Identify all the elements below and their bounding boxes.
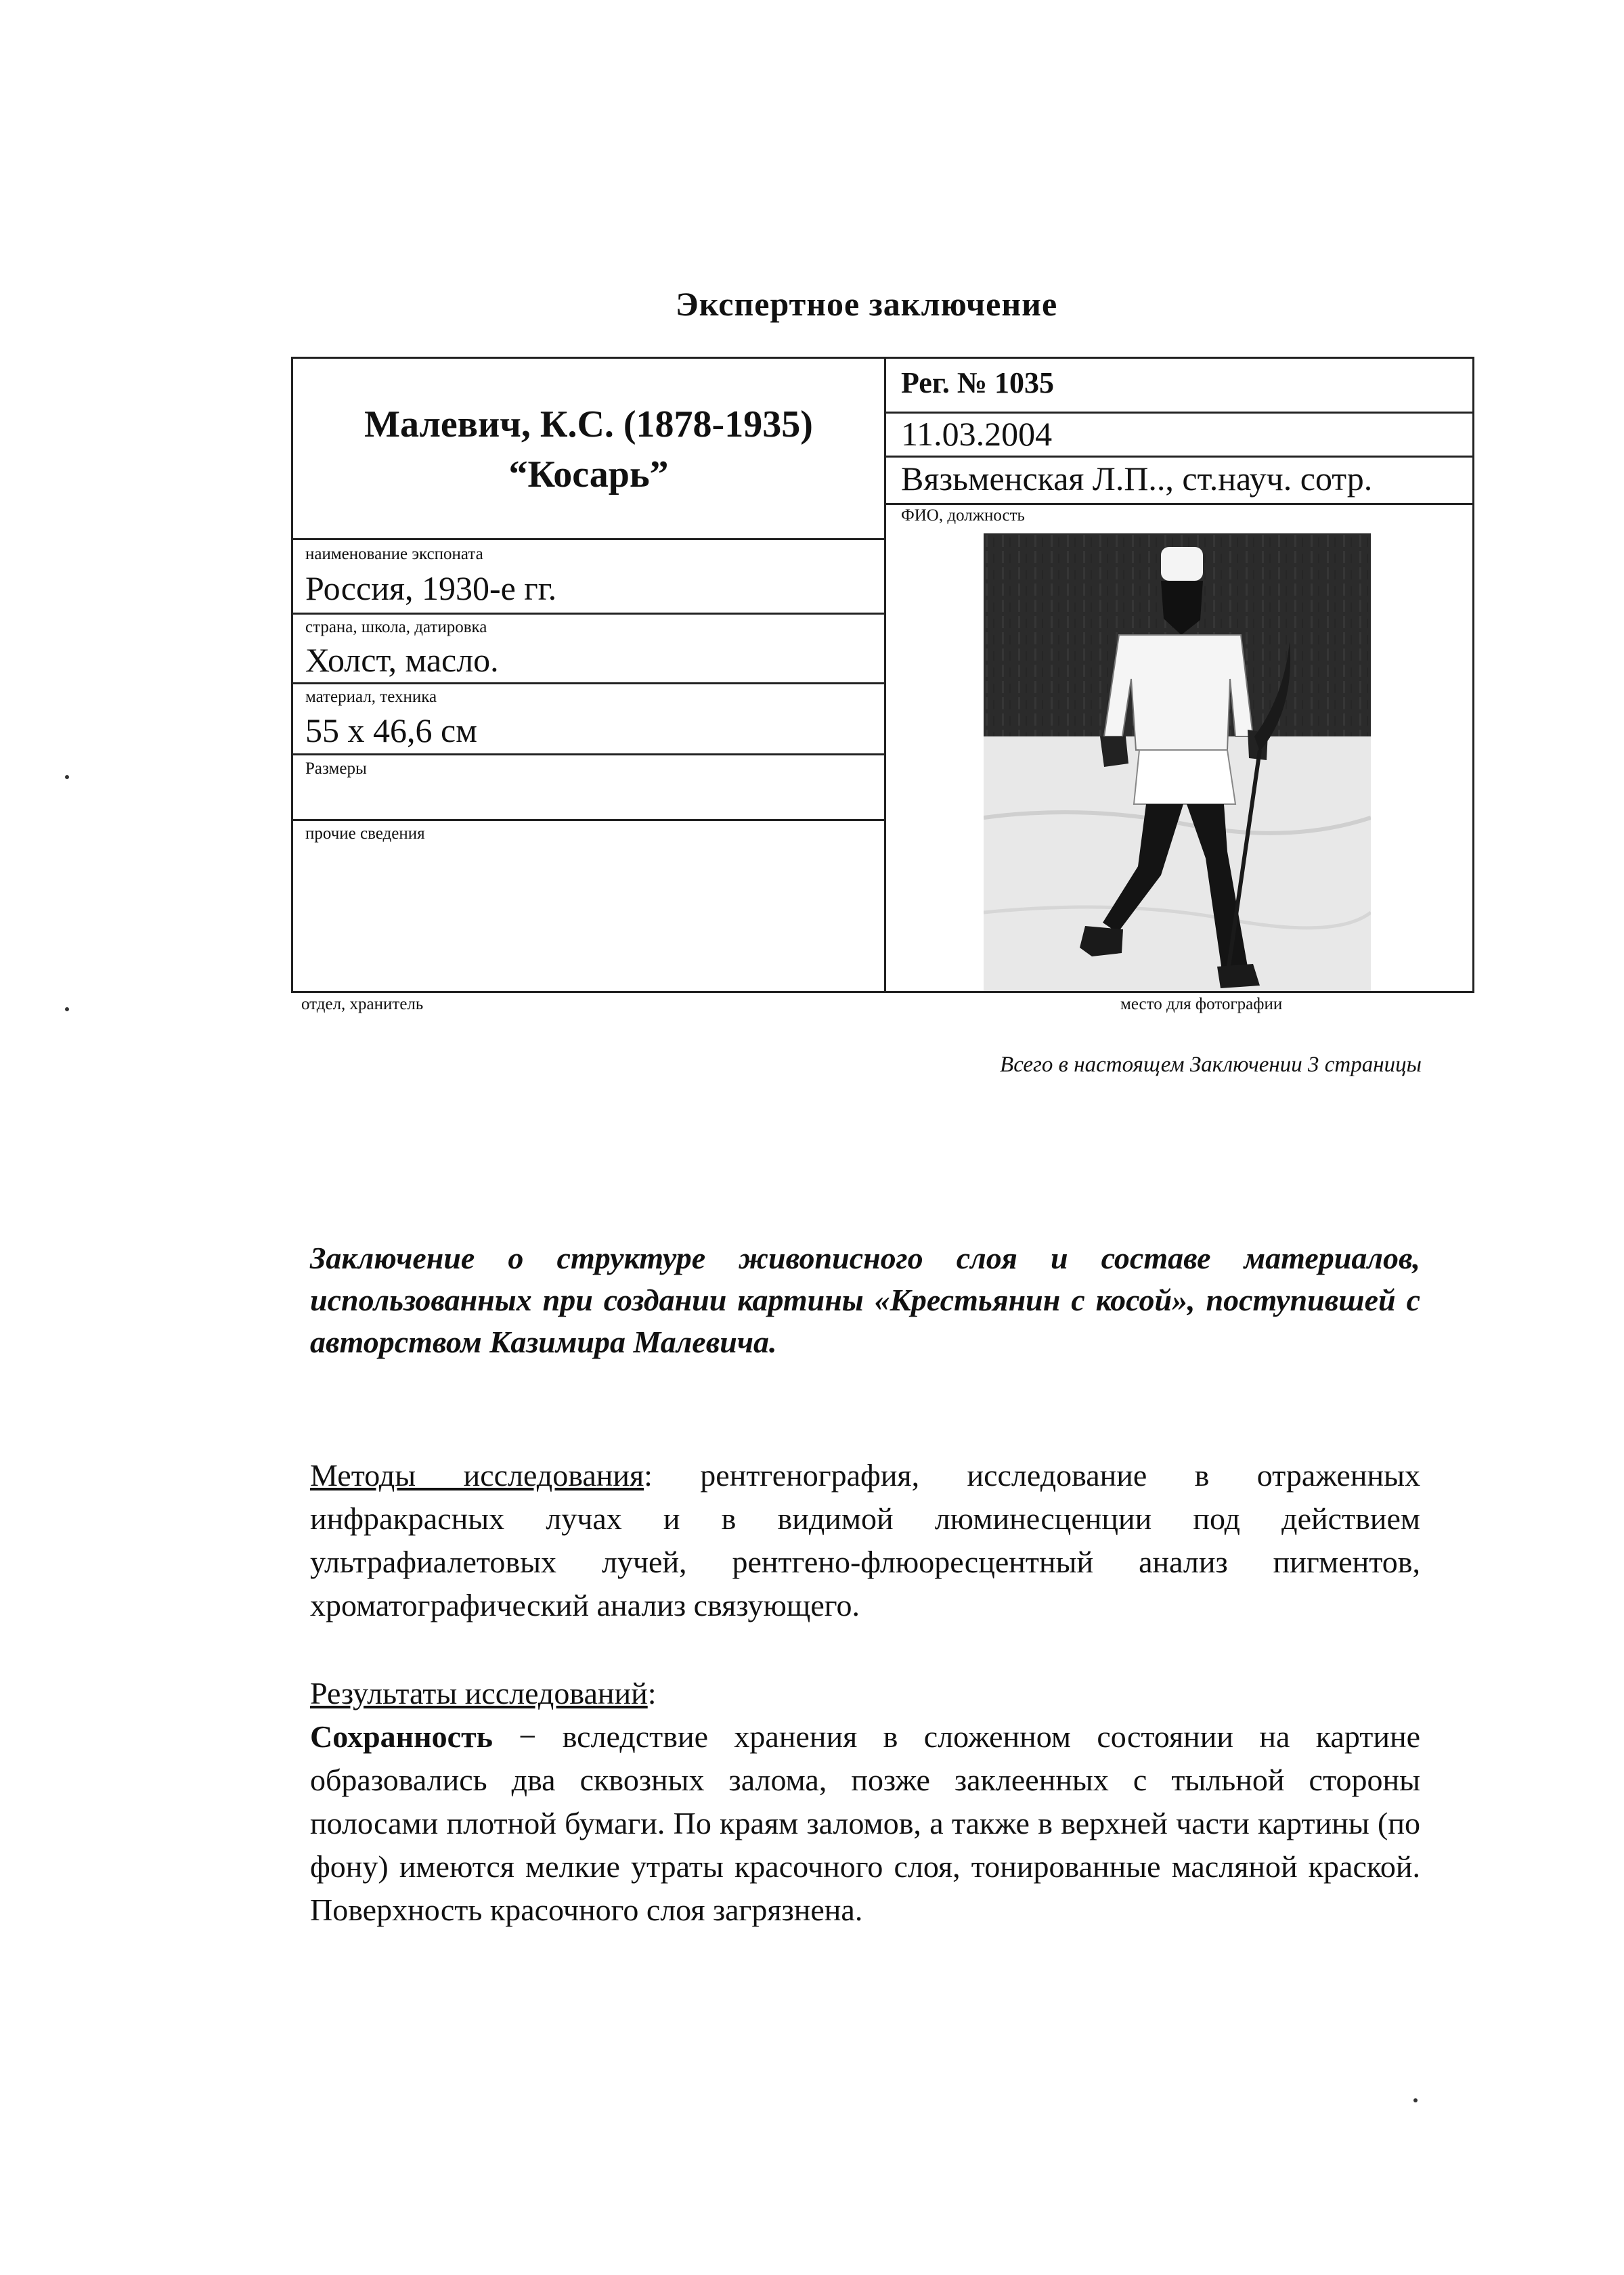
expert-date: 11.03.2004 bbox=[901, 415, 1053, 453]
scan-speck bbox=[65, 1007, 69, 1011]
form-line bbox=[293, 613, 884, 615]
preservation-label: Сохранность bbox=[310, 1719, 493, 1754]
results-label: Результаты исследований bbox=[310, 1676, 648, 1710]
methods-text: : рентгенография, исследование в отраженных инфракрасных лучах и в видимой люминесценции под действием ультрафиалетовых лучей, рентгено-флюоресцентный анализ пигментов, хроматографический анализ связующего. bbox=[310, 1458, 1420, 1622]
artwork-title: “Косарь” bbox=[508, 454, 669, 495]
department-caption: отдел, хранитель bbox=[301, 995, 424, 1013]
artwork-photo bbox=[984, 533, 1371, 991]
field-caption: прочие сведения bbox=[305, 824, 425, 843]
preservation-text: − вследствие хранения в сложенном состоянии на картине образовались два сквозных залома, позже заклеенных с тыльной стороны полосами плотной бумаги. По краям заломов, а также в верхней части картины (по фону) имеются мелкие утраты красочного слоя, тонированные масляной краской. Поверхность красочного слоя загрязнена. bbox=[310, 1719, 1420, 1927]
reg-number: Рег. № 1035 bbox=[901, 366, 1055, 399]
results-colon: : bbox=[647, 1676, 657, 1710]
field-caption: наименование экспоната bbox=[305, 545, 483, 563]
mower-painting-image bbox=[984, 533, 1371, 991]
artist-name: Малевич, К.С. (1878-1935) bbox=[364, 403, 813, 445]
scan-speck bbox=[1413, 2098, 1418, 2102]
methods-label: Методы исследования bbox=[310, 1458, 644, 1493]
methods-paragraph bbox=[310, 1454, 1420, 1627]
preservation-text-block bbox=[310, 1715, 1420, 1932]
field-caption: страна, школа, датировка bbox=[305, 618, 487, 636]
photo-caption: место для фотографии bbox=[1120, 995, 1283, 1013]
scan-speck bbox=[65, 775, 69, 779]
results-heading bbox=[310, 1672, 1420, 1715]
field-value: Россия, 1930-е гг. bbox=[305, 569, 557, 607]
catalog-form bbox=[291, 357, 1474, 993]
field-value: 55 х 46,6 см bbox=[305, 711, 477, 749]
conclusion-heading: Заключение о структуре живописного слоя и составе материалов, использованных при создании картины «Крестьянин с косой», поступившей с авторством Казимира Малевича. bbox=[310, 1241, 1420, 1359]
results-paragraph bbox=[310, 1672, 1420, 1932]
document-title: Экспертное заключение bbox=[675, 285, 1058, 323]
form-line bbox=[293, 753, 884, 755]
field-caption: Размеры bbox=[305, 759, 367, 778]
form-line bbox=[886, 503, 1472, 505]
field-value: Холст, масло. bbox=[305, 641, 499, 679]
artwork-heading bbox=[293, 399, 884, 500]
form-divider-vertical bbox=[884, 359, 886, 991]
form-line bbox=[293, 819, 884, 821]
form-line bbox=[293, 682, 884, 684]
form-line bbox=[886, 456, 1472, 458]
field-caption: материал, техника bbox=[305, 688, 437, 706]
expert-caption: ФИО, должность bbox=[901, 506, 1025, 525]
form-line bbox=[293, 538, 884, 540]
pages-note: Всего в настоящем Заключении 3 страницы bbox=[1000, 1053, 1422, 1077]
expert-name: Вязьменская Л.П.., ст.науч. сотр. bbox=[901, 460, 1373, 498]
form-line bbox=[886, 412, 1472, 414]
